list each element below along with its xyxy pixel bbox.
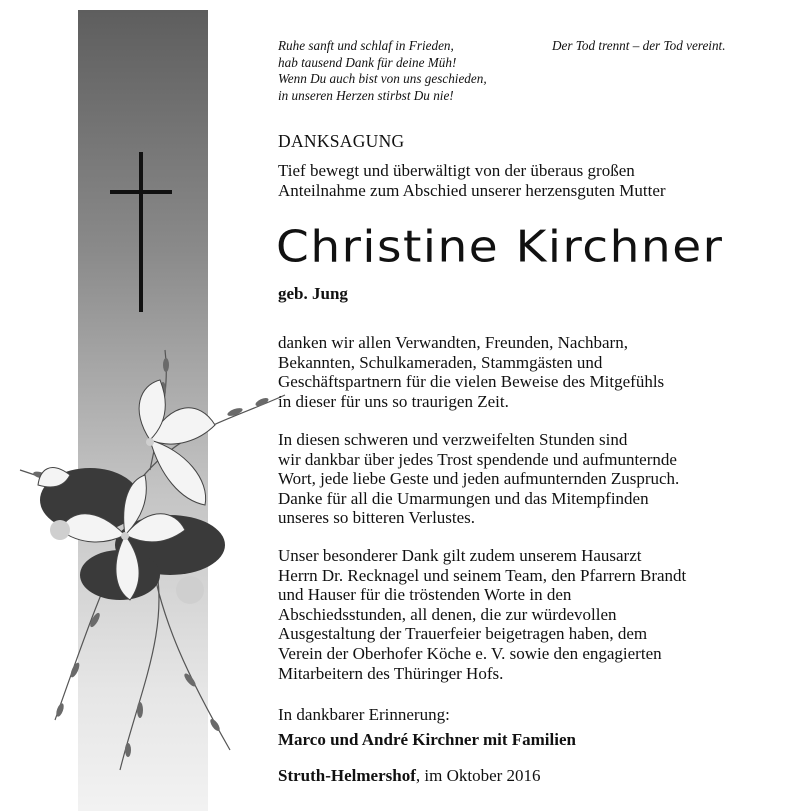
thanks-paragraph-1 [278, 333, 744, 411]
paragraph-line: wir dankbar über jedes Trost spendende und aufmunternde [278, 449, 677, 469]
cross-icon [139, 152, 143, 312]
paragraph-line: Mitarbeitern des Thüringer Hofs. [278, 663, 504, 683]
deceased-name: Christine Kirchner [276, 222, 724, 273]
paragraph-line: Bekannten, Schulkameraden, Stammgästen und [278, 352, 603, 372]
paragraph-line: unseres so bitteren Verlustes. [278, 508, 476, 528]
verse-motto [552, 38, 772, 55]
place-date-line [278, 766, 541, 786]
paragraph-line: Ausgestaltung der Trauerfeier beigetragen haben, dem [278, 624, 648, 644]
thanks-paragraph-3 [278, 546, 744, 683]
verse-line: Ruhe sanft und schlaf in Frieden, [278, 38, 454, 53]
paragraph-line: danken wir allen Verwandten, Freunden, Nachbarn, [278, 333, 628, 352]
verse-motto-text: Der Tod trennt – der Tod vereint. [552, 38, 726, 53]
paragraph-line: Wort, jede liebe Geste und jeden aufmunternden Zuspruch. [278, 469, 680, 489]
paragraph-line: in dieser für uns so traurigen Zeit. [278, 391, 509, 411]
date-text: , im Oktober 2016 [415, 766, 541, 785]
signature-family: Marco und André Kirchner mit Familien [278, 730, 576, 749]
place-name: Struth-Helmershof [278, 766, 416, 785]
paragraph-line: Danke für all die Umarmungen und das Mitempfinden [278, 488, 649, 508]
verse-line: in unseren Herzen stirbst Du nie! [278, 87, 454, 103]
cross-icon-bar [110, 190, 172, 194]
verse-line: Wenn Du auch bist von uns geschieden, [278, 71, 487, 86]
thanks-paragraph-2 [278, 430, 744, 528]
maiden-name: geb. Jung [278, 284, 348, 303]
paragraph-line: In diesen schweren und verzweifelten Stunden sind [278, 430, 628, 449]
paragraph-line: Abschiedsstunden, all denen, die zur würdevollen [278, 604, 617, 624]
paragraph-line: Unser besonderer Dank gilt zudem unserem Hausarzt [278, 546, 642, 565]
intro-text [278, 161, 666, 201]
page-title: DANKSAGUNG [278, 131, 405, 151]
intro-line: Anteilnahme zum Abschied unserer herzensguten Mutter [278, 181, 666, 200]
paragraph-line: und Hauser für die tröstenden Worte in den [278, 585, 572, 605]
paragraph-line: Herrn Dr. Recknagel und seinem Team, den Pfarrern Brandt [278, 565, 687, 585]
paragraph-line: Verein der Oberhofer Köche e. V. sowie den engagierten [278, 643, 662, 663]
verse-line: hab tausend Dank für deine Müh! [278, 54, 457, 70]
verse-poem [278, 38, 538, 104]
lily-flower-icon [0, 330, 300, 780]
intro-line: Tief bewegt und überwältigt von der überaus großen [278, 161, 635, 180]
paragraph-line: Geschäftspartnern für die vielen Beweise des Mitgefühls [278, 372, 665, 392]
closing-text: In dankbarer Erinnerung: [278, 705, 450, 724]
